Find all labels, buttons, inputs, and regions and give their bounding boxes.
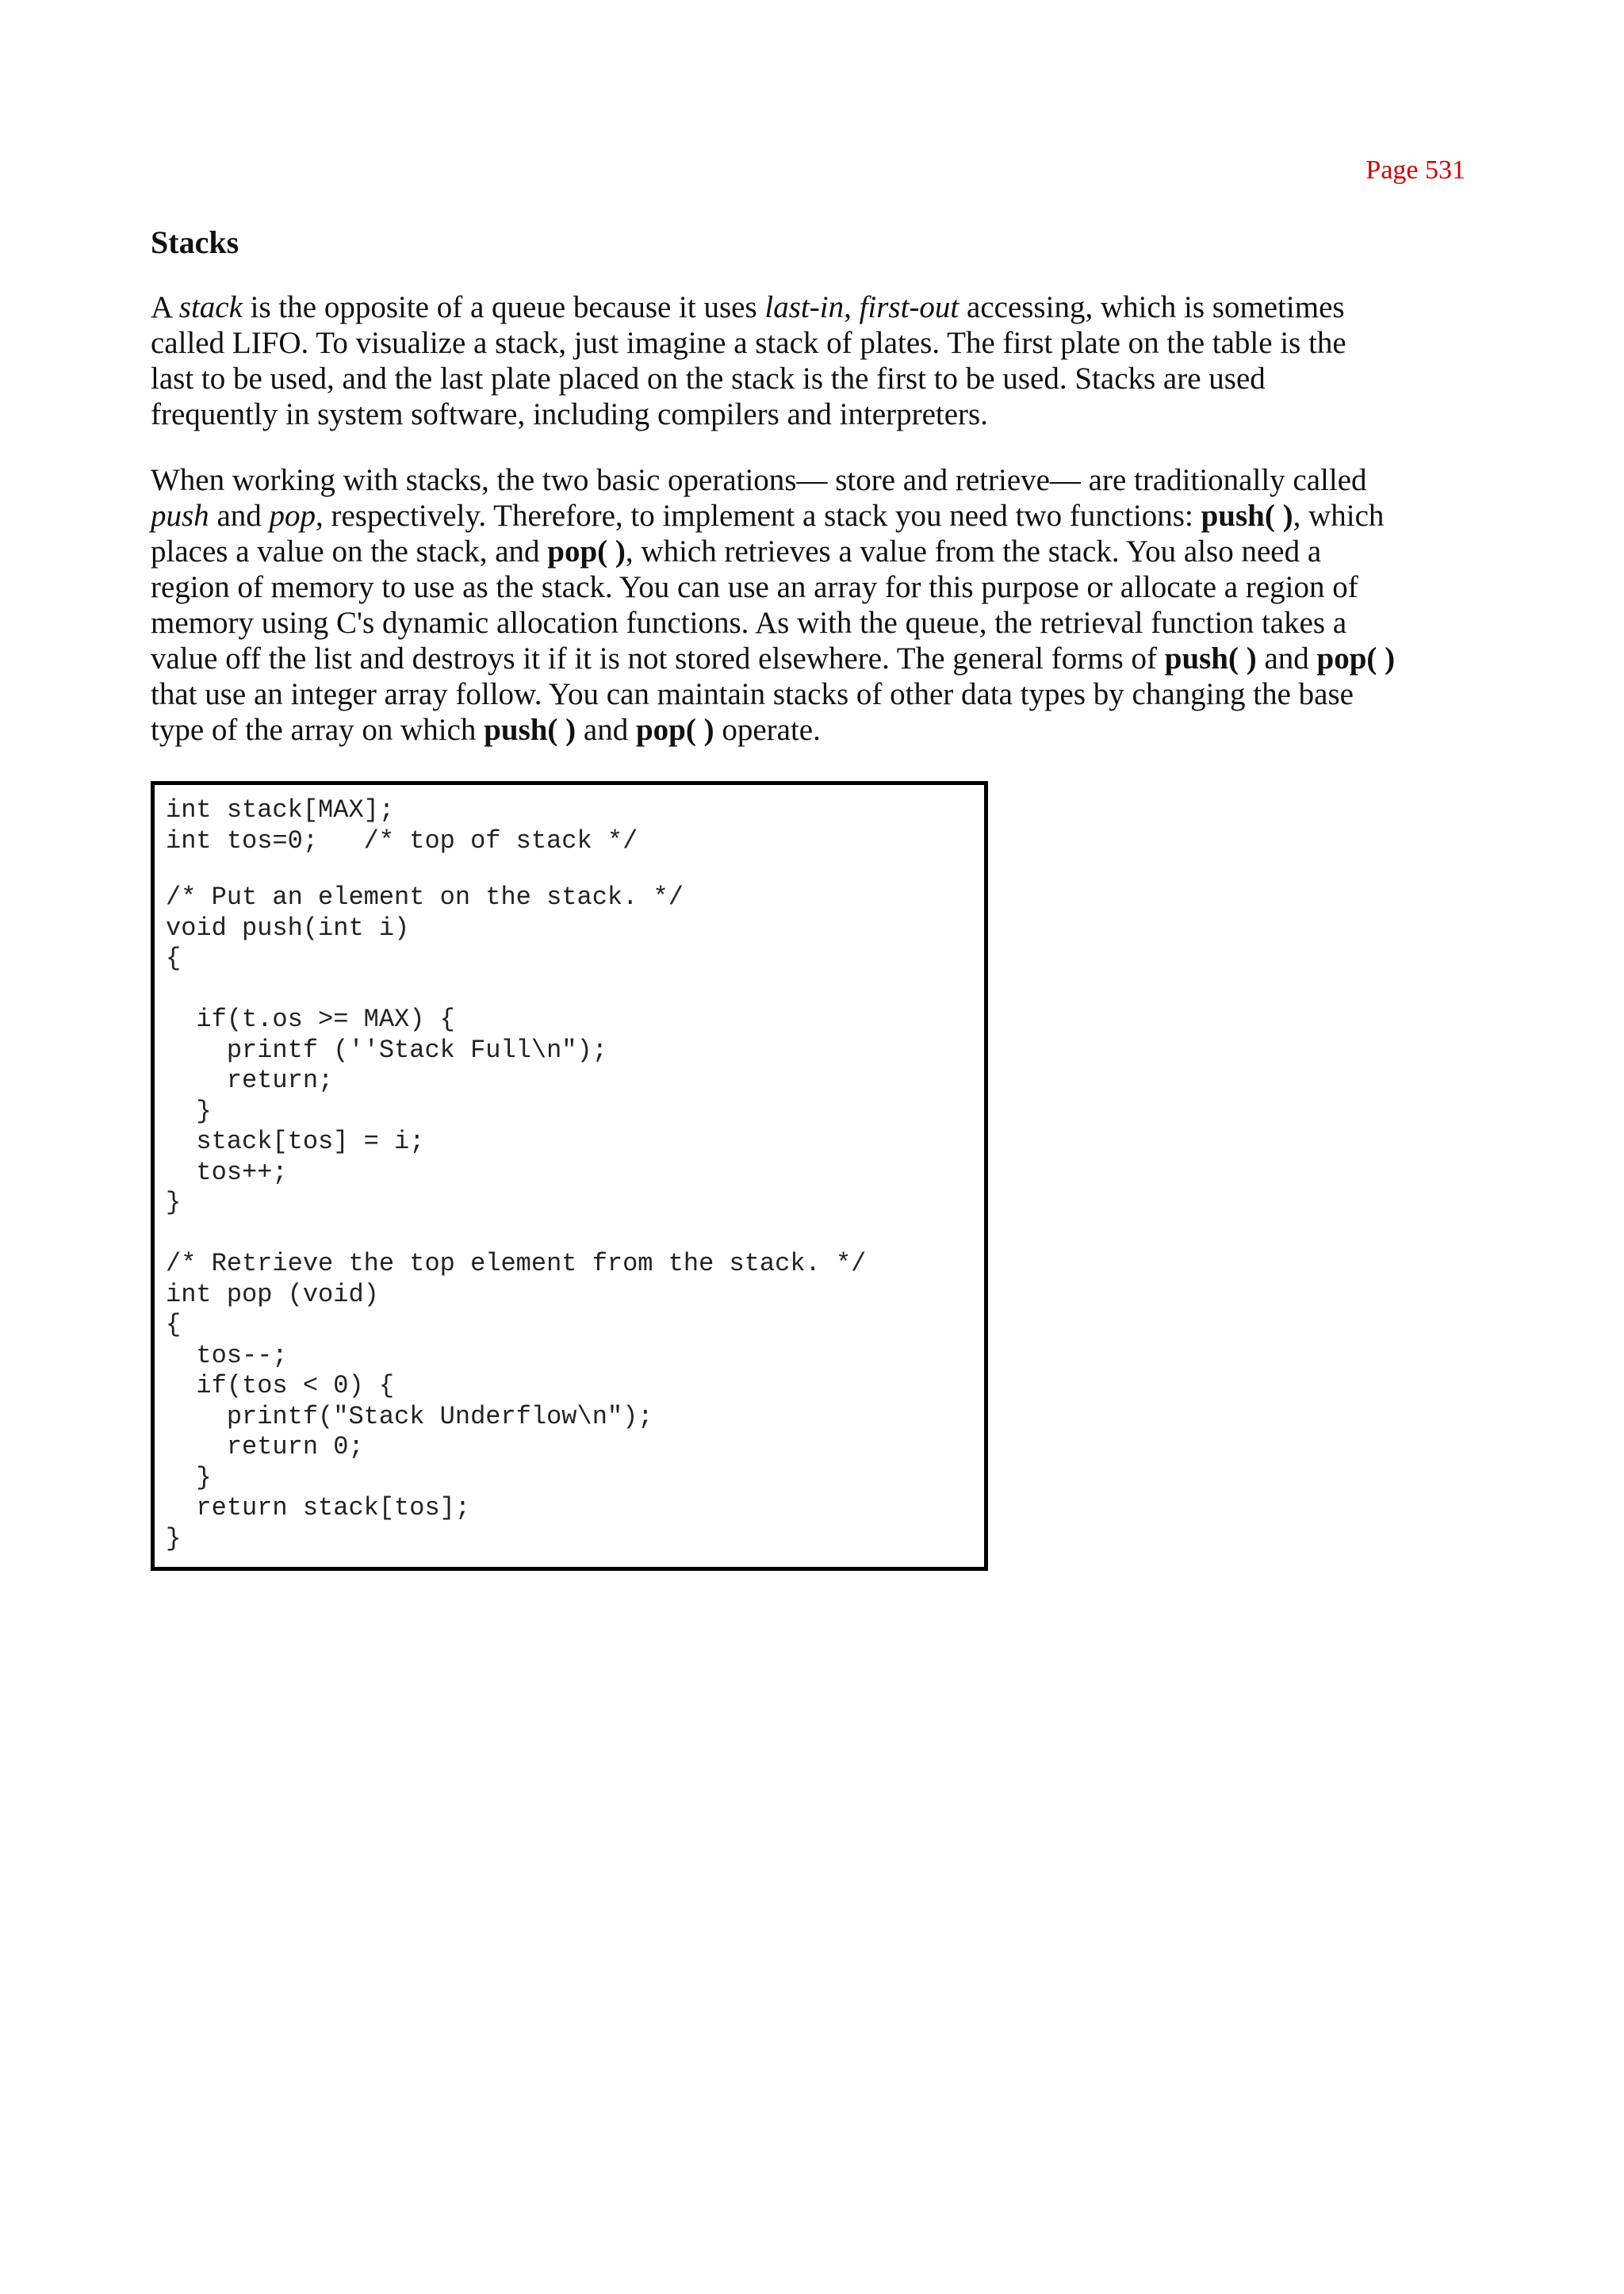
code-line: return 0; (166, 1432, 364, 1461)
text-run: and (209, 499, 270, 533)
paragraph-line (151, 605, 1483, 641)
code-line: int stack[MAX]; (166, 795, 395, 825)
code-line: printf("Stack Underflow\n"); (166, 1401, 653, 1431)
text-run: , which (1293, 499, 1385, 533)
text-run: is the opposite of a queue because it uses (242, 290, 765, 324)
paragraph-line (151, 534, 1483, 569)
text-run: accessing, which is sometimes (959, 290, 1345, 324)
text-run: memory using C's dynamic allocation functions. As with the queue, the retrieval function takes a (151, 606, 1347, 640)
code-line: int tos=0; /* top of stack */ (166, 825, 638, 856)
text-run: , respectively. Therefore, to implement a stack you need two functions: (316, 499, 1201, 533)
italic-run: pop (269, 499, 316, 533)
code-line: } (166, 1523, 182, 1553)
code-line: tos++; (166, 1157, 288, 1187)
operations-paragraph (151, 462, 1483, 748)
bold-run: pop( ) (1316, 641, 1396, 676)
code-line: { (166, 944, 182, 973)
text-run: and (576, 713, 636, 747)
bold-run: push( ) (1201, 499, 1293, 533)
paragraph-line (151, 712, 1483, 748)
code-line: printf (''Stack Full\n"); (166, 1035, 607, 1065)
text-run: value off the list and destroys it if it is not stored elsewhere. The general forms of (151, 641, 1165, 676)
text-run: , which retrieves a value from the stack. You also need a (625, 534, 1322, 569)
paragraph-line (151, 676, 1483, 712)
text-run: places a value on the stack, and (151, 534, 548, 569)
code-line: } (166, 1096, 212, 1126)
paragraph-line (151, 289, 1483, 325)
code-line (166, 1219, 984, 1250)
code-line: if(t.os >= MAX) { (166, 1005, 455, 1034)
page-number: Page 531 (1365, 155, 1465, 185)
paragraph-line (151, 498, 1483, 534)
code-line: /* Put an element on the stack. */ (166, 883, 684, 912)
code-line: { (166, 1310, 182, 1339)
text-run: called LIFO. To visualize a stack, just imagine a stack of plates. The first plate on the table is the (151, 326, 1346, 360)
section-heading: Stacks (151, 224, 239, 260)
text-run: When working with stacks, the two basic operations— store and retrieve— are traditionally called (151, 463, 1367, 497)
paragraph-line (151, 396, 1483, 432)
code-line: if(tos < 0) { (166, 1371, 395, 1400)
italic-run: push (151, 499, 209, 533)
bold-run: pop( ) (547, 534, 626, 569)
code-line: void push(int i) (166, 913, 410, 943)
text-run: that use an integer array follow. You can maintain stacks of other data types by changing the base (151, 677, 1354, 711)
code-line: tos--; (166, 1340, 288, 1370)
bold-run: push( ) (1164, 641, 1257, 676)
code-line (166, 856, 984, 883)
text-run: type of the array on which (151, 713, 485, 747)
paragraph-line (151, 361, 1483, 396)
paragraph-line (151, 641, 1483, 676)
code-line: } (166, 1462, 212, 1492)
bold-run: pop( ) (635, 713, 714, 747)
paragraph-line (151, 325, 1483, 361)
code-listing (151, 781, 988, 1571)
code-line (166, 975, 984, 1005)
paragraph-line (151, 462, 1483, 498)
code-line: int pop (void) (166, 1279, 379, 1309)
code-line: stack[tos] = i; (166, 1127, 425, 1156)
text-run: operate. (714, 713, 821, 747)
code-line: /* Retrieve the top element from the stack. */ (166, 1249, 867, 1278)
text-run: last to be used, and the last plate placed on the stack is the first to be used. Stacks are used (151, 362, 1266, 396)
paragraph-line (151, 569, 1483, 605)
text-run: frequently in system software, including compilers and interpreters. (151, 397, 988, 431)
code-line: } (166, 1188, 182, 1217)
text-run: , (844, 290, 860, 324)
italic-run: last-in (764, 290, 845, 324)
code-line: return; (166, 1066, 334, 1095)
bold-run: push( ) (484, 713, 576, 747)
intro-paragraph (151, 289, 1483, 432)
italic-run: stack (178, 290, 243, 324)
text-run: and (1256, 641, 1317, 676)
italic-run: first-out (859, 290, 959, 324)
text-run: region of memory to use as the stack. You can use an array for this purpose or allocate a region of (151, 570, 1358, 604)
text-run: A (151, 290, 179, 324)
code-line: return stack[tos]; (166, 1493, 471, 1522)
